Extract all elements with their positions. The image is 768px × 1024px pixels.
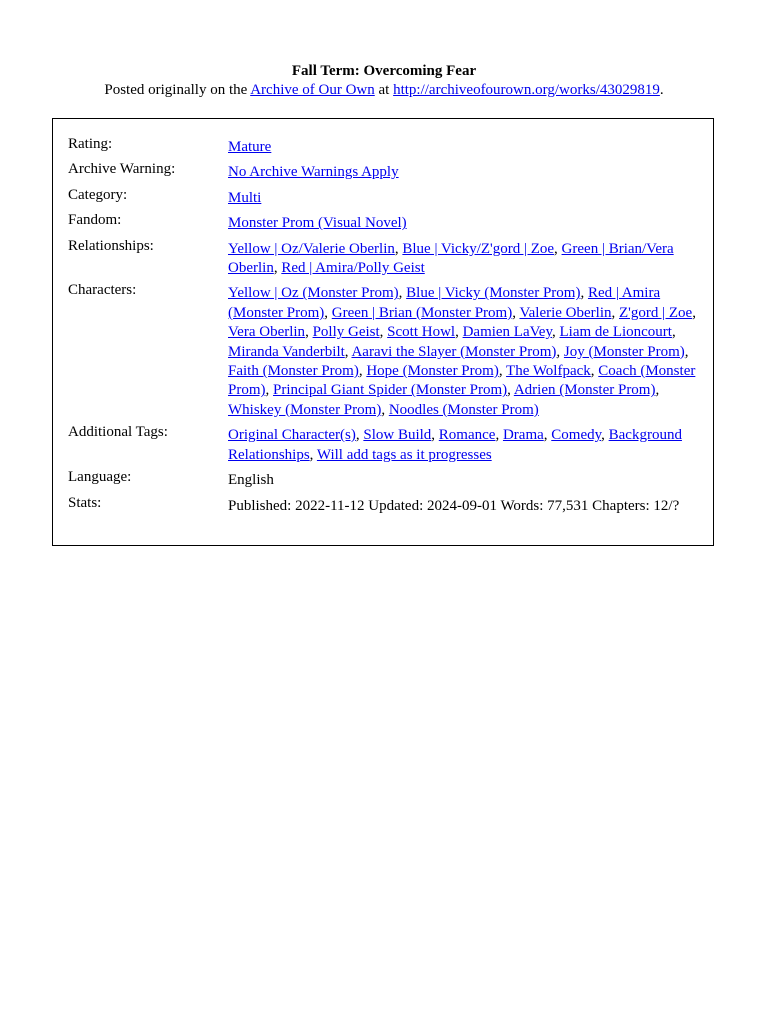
fandom-tags [228, 211, 698, 233]
tag-separator: , [552, 324, 560, 341]
end-punct: . [659, 82, 664, 98]
tag-separator: , [611, 304, 619, 321]
tag-separator: , [398, 285, 407, 302]
category-tags [228, 186, 698, 208]
stats-label: Stats: [68, 494, 102, 511]
tag-separator: , [381, 401, 389, 418]
tag-separator: , [512, 304, 520, 321]
at-text: at [374, 82, 394, 98]
additional-tags-label: Additional Tags: [68, 424, 168, 441]
tag-separator: , [507, 382, 514, 399]
tag-separator: , [543, 427, 552, 444]
tag-separator: , [358, 363, 367, 380]
tag-link[interactable]: Valerie Oberlin [519, 304, 612, 321]
tag-link[interactable]: Monster Prom (Visual Novel) [228, 215, 407, 232]
archive-link[interactable]: Archive of Our Own [250, 82, 375, 98]
relationship-tags [228, 237, 698, 279]
rating-tags [228, 135, 698, 157]
tag-link[interactable]: Damien LaVey [462, 324, 552, 341]
tag-separator: , [601, 427, 609, 444]
tag-link[interactable]: Adrien (Monster Prom) [513, 382, 656, 399]
tag-link[interactable]: Miranda Vanderbilt [228, 343, 345, 360]
meta-row-fandom [68, 211, 698, 233]
work-url-link[interactable]: http://archiveofourown.org/works/43029819 [393, 82, 660, 98]
language-label: Language: [68, 469, 132, 486]
tag-separator: , [355, 427, 364, 444]
tag-link[interactable]: Blue | Vicky/Z'gord | Zoe [402, 240, 555, 257]
tag-link[interactable]: Noodles (Monster Prom) [388, 401, 539, 418]
tag-link[interactable]: Liam de Lioncourt [559, 324, 672, 341]
tag-link[interactable]: No Archive Warnings Apply [228, 164, 399, 181]
tag-separator: , [324, 304, 332, 321]
tag-link[interactable]: Multi [228, 189, 262, 206]
tag-link[interactable]: Hope (Monster Prom) [366, 363, 499, 380]
posted-prefix: Posted originally on the [104, 82, 251, 98]
tag-separator: , [684, 343, 689, 360]
tag-separator: , [580, 285, 588, 302]
tag-separator: , [671, 324, 676, 341]
meta-row-relationships [68, 237, 698, 279]
fandom-label: Fandom: [68, 212, 122, 229]
tag-separator: , [455, 324, 463, 341]
tag-link[interactable]: Joy (Monster Prom) [563, 343, 685, 360]
tag-separator: , [305, 324, 313, 341]
tag-separator: , [394, 240, 403, 257]
meta-row-warning [68, 160, 698, 182]
posted-line [0, 81, 768, 100]
tag-link[interactable]: Faith (Monster Prom) [228, 363, 359, 380]
rating-label: Rating: [68, 136, 113, 152]
tag-separator: , [692, 304, 696, 321]
meta-row-category [68, 186, 698, 208]
category-label: Category: [68, 186, 128, 203]
tag-link[interactable]: Yellow | Oz/Valerie Oberlin [228, 240, 395, 257]
tag-link[interactable]: Original Character(s) [228, 427, 356, 444]
tag-separator: , [498, 363, 507, 380]
meta-row-stats [68, 494, 698, 516]
additional-tags [228, 423, 698, 465]
work-header [0, 62, 768, 100]
tag-link[interactable]: Background Relationships [228, 427, 682, 463]
meta-row-characters [68, 281, 698, 420]
tag-link[interactable]: Green | Brian (Monster Prom) [331, 304, 513, 321]
tag-link[interactable]: Vera Oberlin [228, 324, 306, 341]
tag-link[interactable]: Red | Amira (Monster Prom) [228, 285, 661, 321]
meta-row-language [68, 468, 698, 490]
tag-link[interactable]: Will add tags as it progresses [316, 446, 492, 463]
tag-link[interactable]: Comedy [551, 427, 602, 444]
character-tags [228, 281, 698, 420]
tag-separator: , [431, 427, 439, 444]
tag-separator: , [590, 363, 599, 380]
warning-label: Archive Warning: [68, 161, 176, 178]
tag-separator: , [273, 260, 282, 277]
tag-separator: , [655, 382, 660, 399]
tag-link[interactable]: Drama [502, 427, 544, 444]
tag-link[interactable]: Whiskey (Monster Prom) [228, 401, 382, 418]
warning-tags [228, 160, 698, 182]
tag-separator: , [554, 240, 562, 257]
tag-separator: , [556, 343, 564, 360]
work-metadata-box [52, 118, 714, 546]
tag-separator: , [309, 446, 317, 463]
tag-link[interactable]: The Wolfpack [506, 363, 591, 380]
tag-link[interactable]: Scott Howl [387, 324, 456, 341]
tag-link[interactable]: Mature [228, 139, 272, 155]
work-title: Fall Term: Overcoming Fear [291, 63, 477, 79]
tag-link[interactable]: Green | Brian/Vera Oberlin [228, 240, 674, 277]
tag-link[interactable]: Yellow | Oz (Monster Prom) [228, 285, 399, 302]
characters-label: Characters: [68, 282, 137, 299]
tag-link[interactable]: Aaravi the Slayer (Monster Prom) [351, 343, 557, 360]
meta-row-rating [68, 135, 698, 157]
tag-link[interactable]: Red | Amira/Polly Geist [281, 260, 425, 277]
tag-link[interactable]: Z'gord | Zoe [619, 304, 693, 321]
tag-separator: , [495, 427, 503, 444]
tag-separator: , [344, 343, 352, 360]
tag-link[interactable]: Slow Build [363, 427, 432, 444]
tag-link[interactable]: Polly Geist [312, 324, 380, 341]
meta-row-additional-tags [68, 423, 698, 465]
tag-separator: , [265, 382, 273, 399]
tag-link[interactable]: Blue | Vicky (Monster Prom) [406, 285, 581, 302]
stats-value: Published: 2022-11-12 Updated: 2024-09-01 Words: 77,531 Chapters: 12/? [228, 497, 680, 514]
language-value: English [228, 472, 274, 489]
tag-link[interactable]: Romance [438, 427, 496, 444]
tag-link[interactable]: Principal Giant Spider (Monster Prom) [273, 382, 508, 399]
relationships-label: Relationships: [68, 237, 154, 254]
tag-separator: , [379, 324, 388, 341]
tag-link[interactable]: Coach (Monster Prom) [228, 363, 696, 399]
